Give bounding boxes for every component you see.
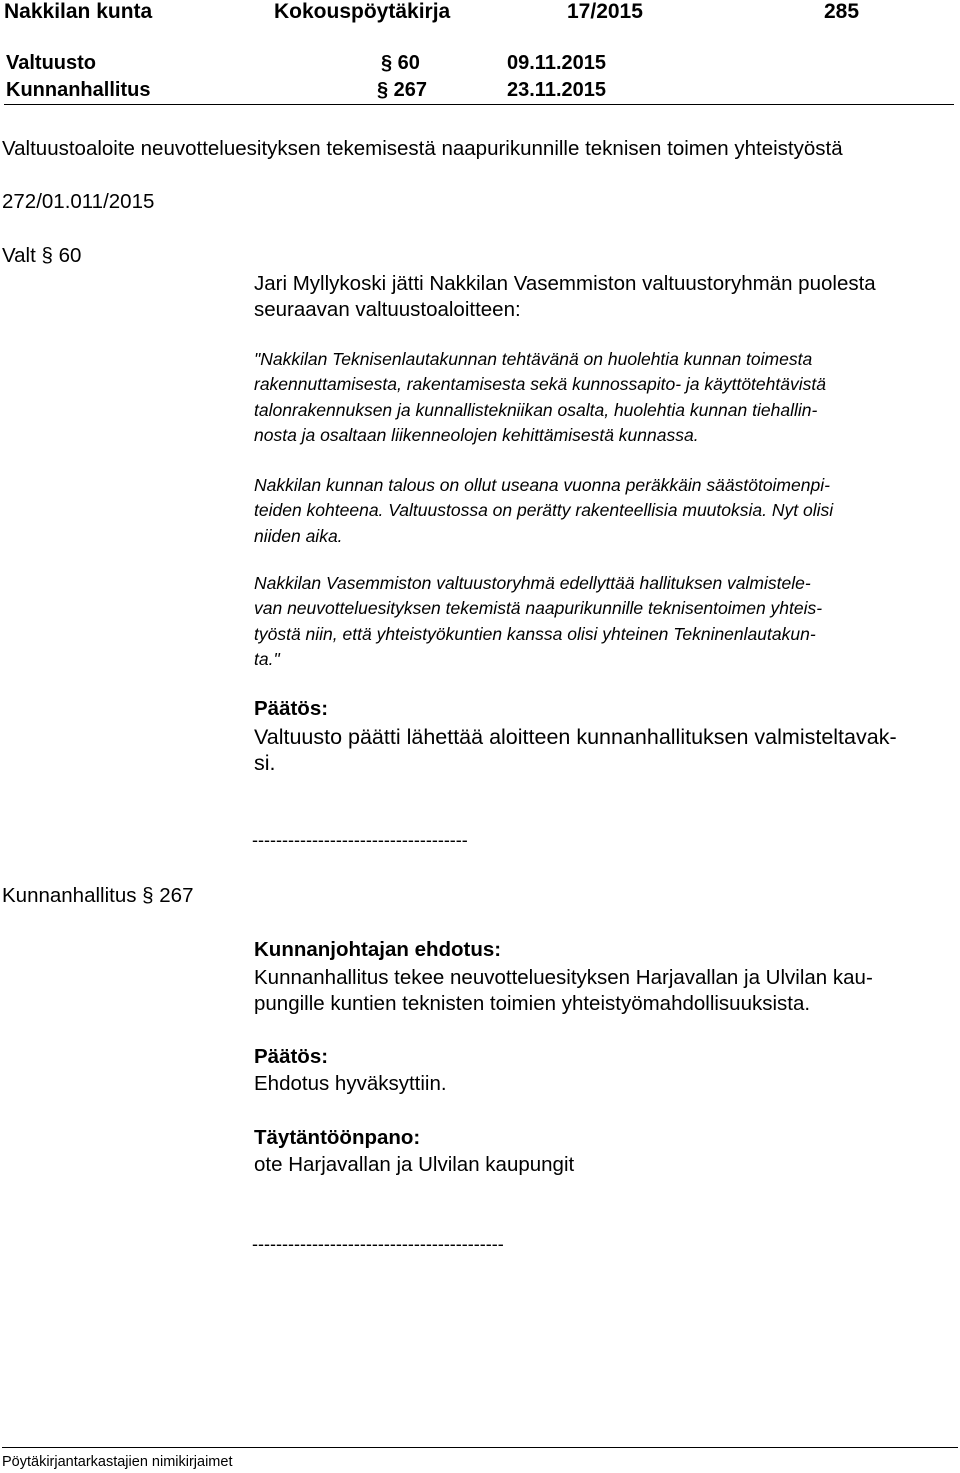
document-number: 17/2015 [567,0,643,23]
proposal-line: pungille kuntien teknisten toimien yhteistyömahdollisuuksista. [254,992,811,1015]
initiative-quote-paragraph-2 [254,473,954,549]
end-separator: ------------------------------------------ [252,1234,504,1254]
initiative-quote-paragraph-1 [254,347,954,449]
decision-line: Valtuusto päätti lähettää aloitteen kunnanhallituksen valmisteltavak- [254,725,897,749]
intro-line: seuraavan valtuustoaloitteen: [254,298,521,321]
khall-decision-text: Ehdotus hyväksyttiin. [254,1072,447,1095]
intro-line: Jari Myllykoski jätti Nakkilan Vasemmiston valtuustoryhmän puolesta [254,272,876,295]
proposal-heading: Kunnanjohtajan ehdotus: [254,938,502,961]
valt-decision-heading: Päätös: [254,697,329,720]
valt-section-label: Valt § 60 [2,244,82,267]
meeting-section-1: § 60 [381,52,420,74]
execution-heading: Täytäntöönpano: [254,1126,421,1149]
valt-intro [254,271,954,323]
initiative-quote-paragraph-3 [254,571,954,673]
quote-line: van neuvotteluesityksen tekemistä naapurikunnille teknisentoimen yhteis- [254,598,823,619]
quote-line: Nakkilan Vasemmiston valtuustoryhmä edellyttää hallituksen valmistele- [254,573,811,593]
quote-line: niiden aika. [254,525,343,546]
record-id: 272/01.011/2015 [2,190,155,213]
initials-label: Pöytäkirjantarkastajien nimikirjaimet [2,1454,233,1470]
quote-line: "Nakkilan Teknisenlautakunnan tehtävänä on huolehtia kunnan toimesta [254,349,813,369]
quote-line: Nakkilan kunnan talous on ollut useana vuonna peräkkäin säästötoimenpi- [254,475,830,495]
matter-title: Valtuustoaloite neuvotteluesityksen tekemisestä naapurikunnille teknisen toimen yhteistyöstä [2,137,843,160]
decision-line: si. [254,751,276,775]
meeting-section-2: § 267 [377,79,428,101]
valt-decision [254,724,954,776]
meeting-date-2: 23.11.2015 [507,79,606,101]
section-separator: ------------------------------------ [252,830,468,850]
page-number: 285 [824,0,860,23]
document-type: Kokouspöytäkirja [274,0,451,23]
quote-line: teiden kohteena. Valtuustossa on perätty rakenteellisia muutoksia. Nyt olisi [254,500,834,521]
execution-text: ote Harjavallan ja Ulvilan kaupungit [254,1153,575,1176]
footer-divider [2,1447,958,1448]
municipality-name: Nakkilan kunta [4,0,153,23]
quote-line: rakennuttamisesta, rakentamisesta sekä kunnossapito- ja käyttötehtävistä [254,374,826,395]
khall-decision-heading: Päätös: [254,1045,329,1068]
proposal-text [254,965,954,1017]
khall-section-label: Kunnanhallitus § 267 [2,884,194,907]
quote-line: nosta ja osaltaan liikenneolojen kehittämisestä kunnassa. [254,425,699,446]
meeting-body-1: Valtuusto [6,52,97,74]
proposal-line: Kunnanhallitus tekee neuvotteluesityksen Harjavallan ja Ulvilan kau- [254,966,873,989]
quote-line: talonrakennuksen ja kunnallistekniikan osalta, huolehtia kunnan tiehallin- [254,399,818,420]
quote-line: ta." [254,649,280,670]
meeting-body-2: Kunnanhallitus [6,79,151,101]
quote-line: työstä niin, että yhteistyökuntien kanssa olisi yhteinen Tekninenlautakun- [254,623,816,644]
meeting-date-1: 09.11.2015 [507,52,606,74]
header-divider [4,104,954,105]
